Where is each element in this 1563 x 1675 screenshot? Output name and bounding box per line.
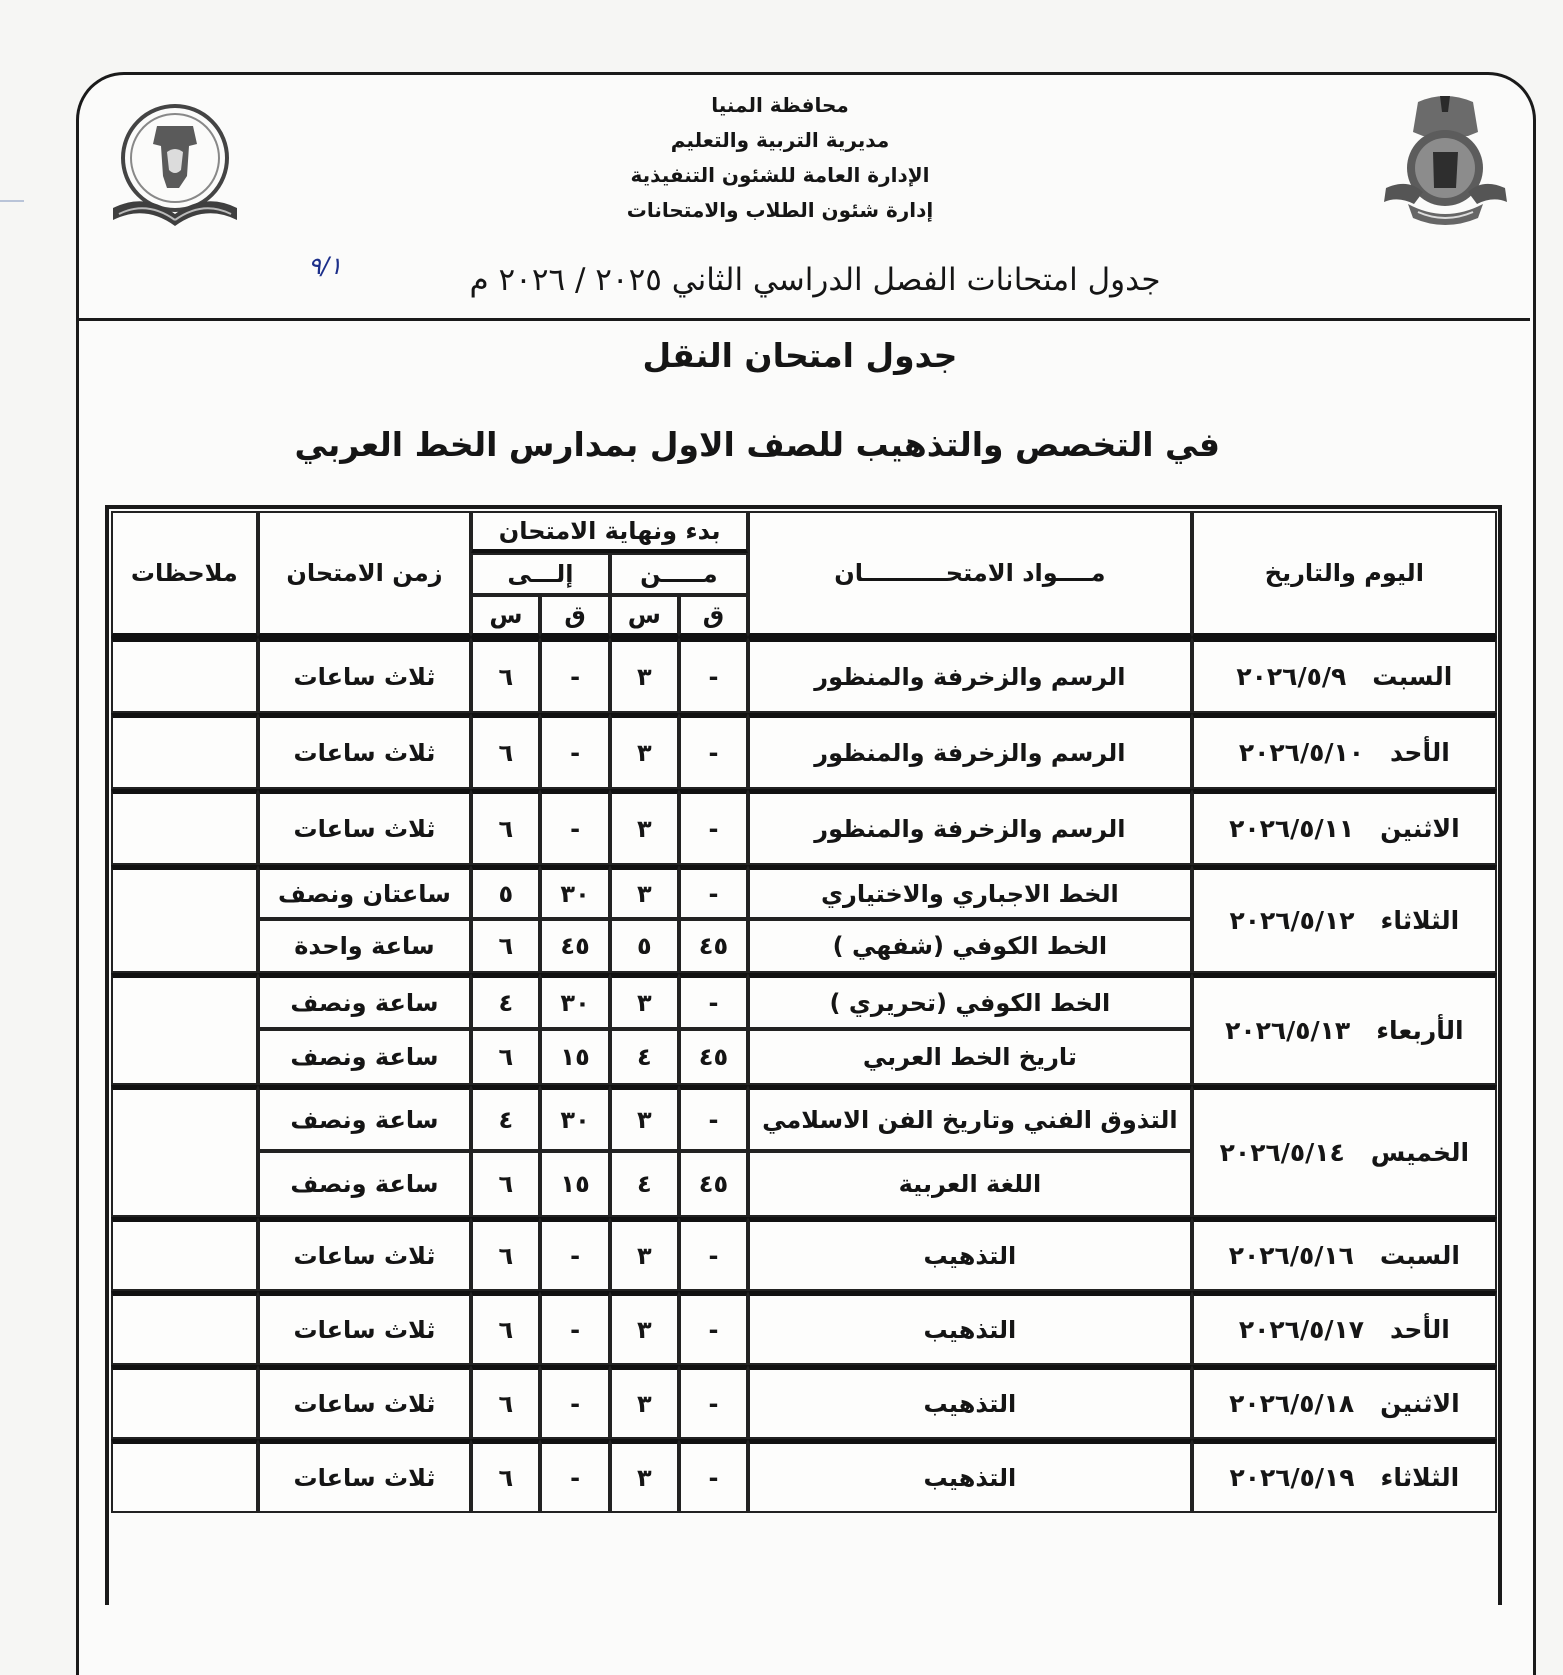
from-hours: ٤ <box>610 1151 679 1217</box>
day-name: الثلاثاء <box>1380 906 1460 935</box>
header-duration: زمن الامتحان <box>258 511 472 637</box>
from-hours: ٣ <box>610 789 679 865</box>
to-hours: ٤ <box>471 973 540 1029</box>
table-row <box>111 1085 1497 1151</box>
date-cell <box>1192 637 1497 713</box>
document-subtitle: في التخصص والتذهيب للصف الاول بمدارس الخط العربي <box>294 425 1220 464</box>
exam-schedule-table <box>111 511 1497 1513</box>
date-cell <box>1192 1439 1497 1513</box>
from-minutes: ٤٥ <box>679 1151 748 1217</box>
from-hours: ٣ <box>610 713 679 789</box>
table-row <box>111 713 1497 789</box>
day-name: الأربعاء <box>1376 1016 1464 1045</box>
header-time-group: بدء ونهاية الامتحان <box>471 511 748 553</box>
to-hours: ٦ <box>471 1365 540 1439</box>
to-minutes: ٤٥ <box>540 919 609 973</box>
table-row <box>111 973 1497 1029</box>
notes-cell <box>111 1217 258 1291</box>
notes-cell <box>111 1365 258 1439</box>
notes-cell <box>111 1291 258 1365</box>
date-cell <box>1192 713 1497 789</box>
to-hours: ٦ <box>471 1151 540 1217</box>
from-hours: ٣ <box>610 1439 679 1513</box>
subject-cell: التذهيب <box>748 1217 1192 1291</box>
table-row <box>111 1365 1497 1439</box>
term-title: جدول امتحانات الفصل الدراسي الثاني ٢٠٢٥ / ٢٠٢٦ م <box>469 262 1161 298</box>
date-cell <box>1192 973 1497 1085</box>
duration-cell: ثلاث ساعات <box>258 1217 472 1291</box>
duration-cell: ثلاث ساعات <box>258 637 472 713</box>
duration-cell: ساعة ونصف <box>258 1151 472 1217</box>
day-name: السبت <box>1372 662 1453 691</box>
to-minutes: ٣٠ <box>540 1085 609 1151</box>
header-to-hours: س <box>471 595 540 637</box>
subject-cell: الخط الكوفي (تحريري ) <box>748 973 1192 1029</box>
exam-date: ٢٠٢٦/٥/١٢ <box>1229 906 1355 935</box>
from-minutes: - <box>679 1365 748 1439</box>
table-row <box>111 789 1497 865</box>
subject-cell: اللغة العربية <box>748 1151 1192 1217</box>
from-minutes: - <box>679 637 748 713</box>
header-from: مـــــن <box>610 553 748 595</box>
header-to-minutes: ق <box>540 595 609 637</box>
from-minutes: - <box>679 973 748 1029</box>
to-hours: ٦ <box>471 1217 540 1291</box>
table-row <box>111 1439 1497 1513</box>
from-minutes: ٤٥ <box>679 919 748 973</box>
to-hours: ٦ <box>471 1291 540 1365</box>
date-cell <box>1192 789 1497 865</box>
exam-date: ٢٠٢٦/٥/١٤ <box>1219 1138 1345 1167</box>
day-name: الثلاثاء <box>1380 1463 1460 1492</box>
date-cell <box>1192 1291 1497 1365</box>
from-minutes: - <box>679 1217 748 1291</box>
exam-date: ٢٠٢٦/٥/١٣ <box>1225 1016 1351 1045</box>
header-subjects: مــــواد الامتحــــــــــان <box>748 511 1192 637</box>
day-name: الأحد <box>1389 738 1450 767</box>
exam-date: ٢٠٢٦/٥/٩ <box>1236 662 1347 691</box>
header-notes: ملاحظات <box>111 511 258 637</box>
document-title: جدول امتحان النقل <box>642 336 958 375</box>
from-minutes: ٤٥ <box>679 1029 748 1085</box>
exam-date: ٢٠٢٦/٥/١١ <box>1229 814 1355 843</box>
to-minutes: ١٥ <box>540 1151 609 1217</box>
date-cell <box>1192 1217 1497 1291</box>
header-line-directorate: مديرية التربية والتعليم <box>670 128 890 152</box>
exam-date: ٢٠٢٦/٥/١٦ <box>1228 1241 1354 1270</box>
to-hours: ٥ <box>471 865 540 919</box>
header-line-governorate: محافظة المنيا <box>711 93 849 117</box>
governorate-emblem-icon <box>1378 92 1513 232</box>
subject-cell: التذهيب <box>748 1291 1192 1365</box>
duration-cell: ساعة ونصف <box>258 1085 472 1151</box>
notes-cell <box>111 637 258 713</box>
to-hours: ٦ <box>471 713 540 789</box>
to-minutes: - <box>540 1291 609 1365</box>
subject-cell: الرسم والزخرفة والمنظور <box>748 713 1192 789</box>
header-line-administration: الإدارة العامة للشئون التنفيذية <box>630 163 930 187</box>
from-hours: ٣ <box>610 1291 679 1365</box>
header-date: اليوم والتاريخ <box>1192 511 1497 637</box>
from-minutes: - <box>679 1439 748 1513</box>
to-minutes: - <box>540 1217 609 1291</box>
to-hours: ٦ <box>471 919 540 973</box>
subject-cell: الرسم والزخرفة والمنظور <box>748 637 1192 713</box>
notes-cell <box>111 1439 258 1513</box>
subject-cell: التذهيب <box>748 1365 1192 1439</box>
day-name: السبت <box>1379 1241 1460 1270</box>
from-hours: ٣ <box>610 637 679 713</box>
from-hours: ٣ <box>610 865 679 919</box>
day-name: الاثنين <box>1380 814 1460 843</box>
date-cell <box>1192 1085 1497 1217</box>
day-name: الاثنين <box>1380 1389 1460 1418</box>
from-minutes: - <box>679 713 748 789</box>
to-minutes: - <box>540 713 609 789</box>
to-hours: ٦ <box>471 1029 540 1085</box>
to-hours: ٦ <box>471 637 540 713</box>
header-to: إلـــى <box>471 553 609 595</box>
to-minutes: ١٥ <box>540 1029 609 1085</box>
to-minutes: ٣٠ <box>540 865 609 919</box>
from-hours: ٣ <box>610 1217 679 1291</box>
to-minutes: - <box>540 1439 609 1513</box>
scan-edge-mark <box>0 200 24 202</box>
date-cell <box>1192 1365 1497 1439</box>
header-from-hours: س <box>610 595 679 637</box>
day-name: الأحد <box>1389 1315 1450 1344</box>
duration-cell: ثلاث ساعات <box>258 713 472 789</box>
notes-cell <box>111 865 258 973</box>
notes-cell <box>111 1085 258 1217</box>
table-row <box>111 865 1497 919</box>
nefertiti-book-logo-icon <box>105 96 245 241</box>
duration-cell: ساعة ونصف <box>258 973 472 1029</box>
subject-cell: الرسم والزخرفة والمنظور <box>748 789 1192 865</box>
duration-cell: ساعة ونصف <box>258 1029 472 1085</box>
from-minutes: - <box>679 865 748 919</box>
subject-cell: تاريخ الخط العربي <box>748 1029 1192 1085</box>
exam-date: ٢٠٢٦/٥/١٧ <box>1238 1315 1364 1344</box>
to-minutes: - <box>540 789 609 865</box>
header-from-minutes: ق <box>679 595 748 637</box>
header-line-department: إدارة شئون الطلاب والامتحانات <box>626 198 934 222</box>
date-cell <box>1192 865 1497 973</box>
header-authority-lines <box>540 88 1020 228</box>
exam-date: ٢٠٢٦/٥/١٩ <box>1229 1463 1355 1492</box>
handwritten-page-number: ٩/١ <box>308 252 342 280</box>
duration-cell: ثلاث ساعات <box>258 1365 472 1439</box>
notes-cell <box>111 789 258 865</box>
to-minutes: - <box>540 637 609 713</box>
duration-cell: ساعة واحدة <box>258 919 472 973</box>
from-hours: ٥ <box>610 919 679 973</box>
subject-cell: التذوق الفني وتاريخ الفن الاسلامي <box>748 1085 1192 1151</box>
subject-cell: التذهيب <box>748 1439 1192 1513</box>
duration-cell: ثلاث ساعات <box>258 1439 472 1513</box>
notes-cell <box>111 713 258 789</box>
notes-cell <box>111 973 258 1085</box>
to-hours: ٦ <box>471 789 540 865</box>
to-minutes: - <box>540 1365 609 1439</box>
from-hours: ٣ <box>610 973 679 1029</box>
from-hours: ٣ <box>610 1365 679 1439</box>
table-row <box>111 637 1497 713</box>
table-row <box>111 1217 1497 1291</box>
header-divider <box>78 318 1530 321</box>
subject-cell: الخط الاجباري والاختياري <box>748 865 1192 919</box>
from-hours: ٤ <box>610 1029 679 1085</box>
from-minutes: - <box>679 789 748 865</box>
exam-date: ٢٠٢٦/٥/١٠ <box>1238 738 1364 767</box>
to-hours: ٤ <box>471 1085 540 1151</box>
from-hours: ٣ <box>610 1085 679 1151</box>
day-name: الخميس <box>1370 1138 1470 1167</box>
duration-cell: ثلاث ساعات <box>258 789 472 865</box>
duration-cell: ثلاث ساعات <box>258 1291 472 1365</box>
from-minutes: - <box>679 1085 748 1151</box>
subject-cell: الخط الكوفي (شفهي ) <box>748 919 1192 973</box>
to-hours: ٦ <box>471 1439 540 1513</box>
duration-cell: ساعتان ونصف <box>258 865 472 919</box>
from-minutes: - <box>679 1291 748 1365</box>
exam-date: ٢٠٢٦/٥/١٨ <box>1229 1389 1355 1418</box>
to-minutes: ٣٠ <box>540 973 609 1029</box>
table-row <box>111 1291 1497 1365</box>
